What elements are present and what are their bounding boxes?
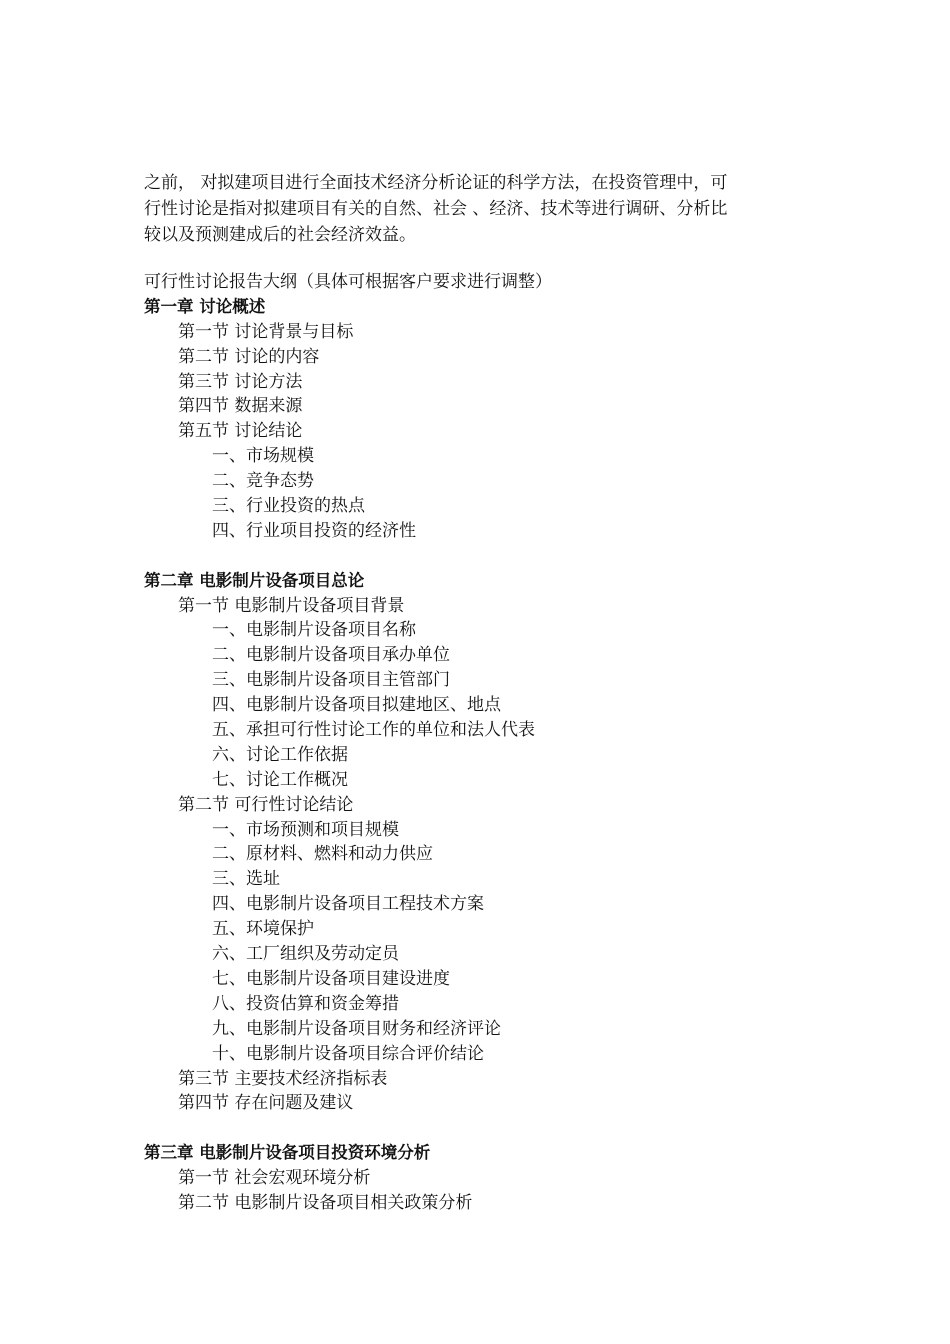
report-outline bbox=[144, 270, 824, 1216]
list-item: 七、电影制片设备项目建设进度 bbox=[212, 968, 450, 989]
list-item: 四、行业项目投资的经济性 bbox=[212, 520, 416, 541]
section-heading: 第一节 电影制片设备项目背景 bbox=[178, 595, 405, 616]
list-item: 四、电影制片设备项目拟建地区、地点 bbox=[212, 695, 501, 716]
intro-line: 较以及预测建成后的社会经济效益。 bbox=[144, 225, 416, 245]
intro-line: 行性讨论是指对拟建项目有关的自然、社会 、经济、技术等进行调研、分析比 bbox=[144, 199, 728, 219]
intro-line: 之前， 对拟建项目进行全面技术经济分析论证的科学方法，在投资管理中，可 bbox=[144, 173, 728, 193]
section-heading: 第五节 讨论结论 bbox=[178, 421, 303, 442]
list-item: 一、市场规模 bbox=[212, 446, 314, 467]
list-item: 五、环境保护 bbox=[212, 919, 314, 940]
list-item: 二、原材料、燃料和动力供应 bbox=[212, 844, 433, 865]
intro-paragraph bbox=[144, 170, 814, 248]
section-heading: 第二节 讨论的内容 bbox=[178, 346, 320, 367]
list-item: 二、电影制片设备项目承办单位 bbox=[212, 645, 450, 666]
list-item: 四、电影制片设备项目工程技术方案 bbox=[212, 894, 484, 915]
list-item: 二、竞争态势 bbox=[212, 471, 314, 492]
list-item: 一、市场预测和项目规模 bbox=[212, 819, 399, 840]
blank-line bbox=[144, 544, 824, 569]
section-heading: 第三节 主要技术经济指标表 bbox=[178, 1068, 388, 1089]
list-item: 三、选址 bbox=[212, 869, 280, 890]
section-heading: 第一节 社会宏观环境分析 bbox=[178, 1168, 371, 1189]
list-item: 六、工厂组织及劳动定员 bbox=[212, 944, 399, 965]
section-heading: 第四节 数据来源 bbox=[178, 396, 303, 417]
list-item: 八、投资估算和资金筹措 bbox=[212, 993, 399, 1014]
list-item: 六、讨论工作依据 bbox=[212, 744, 348, 765]
outline-title: 可行性讨论报告大纲（具体可根据客户要求进行调整） bbox=[144, 272, 552, 292]
list-item: 一、电影制片设备项目名称 bbox=[212, 620, 416, 641]
section-heading: 第二节 可行性讨论结论 bbox=[178, 794, 354, 815]
section-heading: 第二节 电影制片设备项目相关政策分析 bbox=[178, 1192, 473, 1213]
list-item: 九、电影制片设备项目财务和经济评论 bbox=[212, 1018, 501, 1039]
section-heading: 第四节 存在问题及建议 bbox=[178, 1093, 354, 1114]
chapter-heading: 第三章 电影制片设备项目投资环境分析 bbox=[144, 1143, 431, 1163]
list-item: 三、电影制片设备项目主管部门 bbox=[212, 670, 450, 691]
list-item: 七、讨论工作概况 bbox=[212, 769, 348, 790]
blank-line bbox=[144, 1116, 824, 1141]
list-item: 三、行业投资的热点 bbox=[212, 496, 365, 517]
chapter-heading: 第一章 讨论概述 bbox=[144, 296, 266, 316]
list-item: 十、电影制片设备项目综合评价结论 bbox=[212, 1043, 484, 1064]
section-heading: 第一节 讨论背景与目标 bbox=[178, 321, 354, 342]
section-heading: 第三节 讨论方法 bbox=[178, 371, 303, 392]
list-item: 五、承担可行性讨论工作的单位和法人代表 bbox=[212, 720, 535, 741]
chapter-heading: 第二章 电影制片设备项目总论 bbox=[144, 570, 365, 590]
